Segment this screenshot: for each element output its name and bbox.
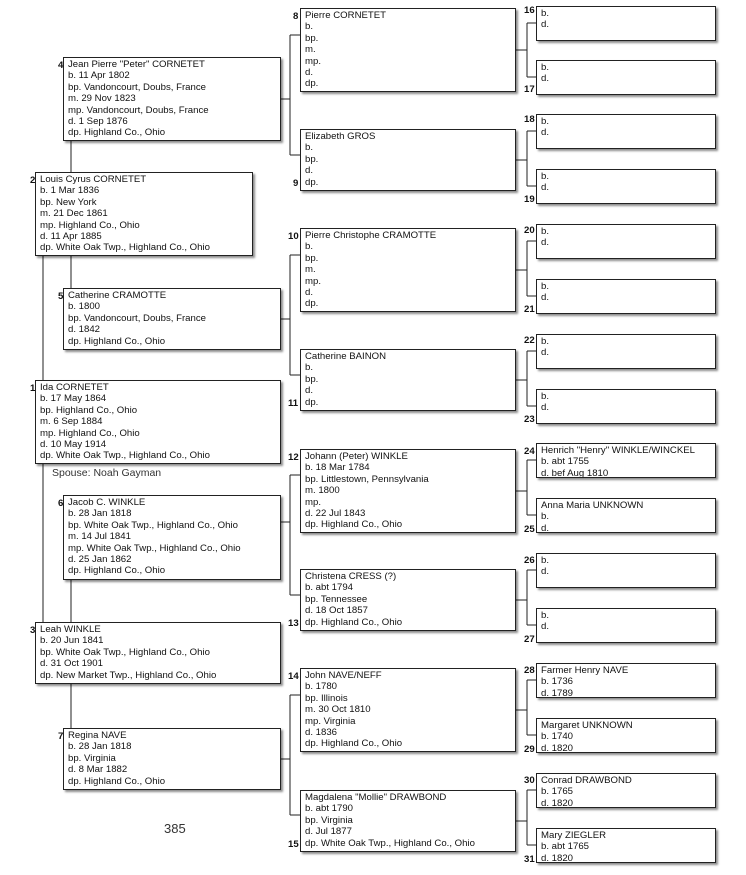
person-box-28: [536, 663, 716, 698]
person-detail: m. 1800: [305, 485, 340, 497]
person-name: Conrad DRAWBOND: [541, 775, 632, 786]
ancestor-number: 12: [288, 452, 299, 463]
person-detail: b. 1800: [68, 301, 101, 313]
person-box-27: [536, 608, 716, 643]
ancestor-number: 30: [524, 775, 535, 786]
person-name: Jacob C. WINKLE: [68, 497, 146, 508]
person-detail: bp.: [305, 32, 319, 44]
ancestor-number: 25: [524, 524, 535, 535]
person-box-5: [63, 288, 281, 350]
person-detail: m. 6 Sep 1884: [40, 416, 103, 428]
person-detail: bp. Illinois: [305, 692, 348, 704]
person-box-19: [536, 169, 716, 204]
person-detail: b. abt 1755: [541, 456, 590, 468]
ancestor-number: 20: [524, 225, 535, 236]
person-detail: d.: [541, 347, 550, 359]
person-detail: mp. Vandoncourt, Doubs, France: [68, 104, 209, 116]
person-name: Catherine CRAMOTTE: [68, 290, 167, 301]
person-box-7: [63, 728, 281, 790]
ancestor-number: 29: [524, 744, 535, 755]
person-detail: d. 1836: [305, 727, 338, 739]
page-number: 385: [164, 821, 186, 836]
person-detail: b.: [541, 62, 550, 73]
person-detail: dp. Highland Co., Ohio: [305, 519, 403, 531]
person-detail: bp.: [305, 373, 319, 385]
person-detail: b. 1 Mar 1836: [40, 185, 100, 197]
person-detail: d.: [541, 73, 550, 85]
person-detail: b.: [541, 391, 550, 402]
person-box-21: [536, 279, 716, 314]
person-box-29: [536, 718, 716, 753]
person-detail: b. abt 1790: [305, 803, 354, 815]
person-detail: m.: [305, 44, 316, 56]
person-box-16: [536, 6, 716, 41]
person-detail: b. 1740: [541, 731, 574, 743]
person-detail: b. 1736: [541, 676, 574, 688]
person-box-30: [536, 773, 716, 808]
person-detail: mp. White Oak Twp., Highland Co., Ohio: [68, 542, 241, 554]
ancestor-number: 2: [30, 175, 36, 186]
person-box-31: [536, 828, 716, 863]
person-box-11: [300, 349, 516, 411]
person-box-9: [300, 129, 516, 191]
person-detail: d.: [305, 165, 314, 177]
person-detail: d. 8 Mar 1882: [68, 764, 128, 776]
ancestor-number: 8: [293, 11, 299, 22]
person-detail: mp. Highland Co., Ohio: [40, 427, 140, 439]
person-detail: d.: [541, 19, 550, 31]
person-detail: m.: [305, 264, 316, 276]
person-box-12: [300, 449, 516, 533]
ancestor-number: 28: [524, 665, 535, 676]
person-detail: m. 21 Dec 1861: [40, 208, 108, 220]
person-box-20: [536, 224, 716, 259]
person-detail: d.: [541, 402, 550, 414]
ancestor-number: 16: [524, 5, 535, 16]
person-detail: d. 22 Jul 1843: [305, 508, 366, 520]
spouse-note: Spouse: Noah Gayman: [52, 467, 162, 479]
person-detail: bp.: [305, 153, 319, 165]
ancestor-number: 9: [293, 178, 299, 189]
person-detail: mp. Virginia: [305, 715, 356, 727]
person-detail: bp.: [305, 252, 319, 264]
person-detail: b. 17 May 1864: [40, 393, 107, 405]
person-detail: d. 1842: [68, 324, 101, 336]
person-box-6: [63, 495, 281, 580]
person-detail: dp.: [305, 396, 319, 408]
person-detail: dp.: [305, 298, 319, 310]
person-detail: b.: [541, 8, 550, 19]
person-detail: d. 1820: [541, 852, 574, 863]
person-box-18: [536, 114, 716, 149]
person-box-23: [536, 389, 716, 424]
person-detail: d. 31 Oct 1901: [40, 658, 103, 670]
person-detail: b. 1765: [541, 786, 574, 798]
person-name: Magdalena "Mollie" DRAWBOND: [305, 792, 447, 803]
person-detail: bp. White Oak Twp., Highland Co., Ohio: [68, 519, 238, 531]
person-name: Pierre CORNETET: [305, 10, 387, 21]
person-detail: b.: [541, 336, 550, 347]
person-detail: dp.: [305, 176, 319, 188]
ancestor-number: 22: [524, 335, 535, 346]
person-detail: d.: [541, 237, 550, 249]
person-detail: bp. New York: [40, 196, 97, 208]
person-name: Anna Maria UNKNOWN: [541, 500, 644, 511]
person-detail: dp. White Oak Twp., Highland Co., Ohio: [40, 242, 210, 254]
person-detail: mp.: [305, 275, 321, 287]
person-box-2: [35, 172, 253, 256]
ancestor-number: 14: [288, 671, 299, 682]
person-detail: d. 11 Apr 1885: [40, 231, 102, 243]
ancestor-number: 23: [524, 414, 535, 425]
person-detail: b.: [305, 21, 314, 33]
ancestor-number: 21: [524, 304, 535, 315]
person-detail: d. 1789: [541, 687, 574, 698]
person-detail: b.: [305, 142, 314, 154]
person-detail: d. 1 Sep 1876: [68, 116, 128, 128]
person-detail: mp.: [305, 496, 321, 508]
person-detail: bp. Virginia: [68, 752, 116, 764]
person-detail: dp. Highland Co., Ohio: [305, 616, 403, 628]
person-name: Henrich "Henry" WINKLE/WINCKEL: [541, 445, 695, 456]
person-detail: dp. Highland Co., Ohio: [305, 738, 403, 750]
person-box-25: [536, 498, 716, 533]
person-name: Elizabeth GROS: [305, 131, 376, 142]
ancestor-number: 5: [58, 291, 64, 302]
person-detail: d. 18 Oct 1857: [305, 605, 368, 617]
ancestor-number: 19: [524, 194, 535, 205]
person-box-10: [300, 228, 516, 312]
person-name: John NAVE/NEFF: [305, 670, 382, 681]
ancestor-number: 18: [524, 114, 535, 125]
ancestor-number: 11: [288, 398, 299, 409]
person-box-24: [536, 443, 716, 478]
person-box-8: [300, 8, 516, 92]
ancestor-number: 17: [524, 84, 535, 95]
person-detail: d.: [541, 621, 550, 633]
person-name: Catherine BAINON: [305, 351, 387, 362]
person-box-13: [300, 569, 516, 631]
person-name: Farmer Henry NAVE: [541, 665, 629, 676]
person-detail: dp. Highland Co., Ohio: [68, 775, 166, 787]
person-name: Johann (Peter) WINKLE: [305, 451, 408, 462]
person-detail: b. 11 Apr 1802: [68, 70, 130, 82]
ancestor-number: 24: [524, 446, 535, 457]
person-detail: b. 20 Jun 1841: [40, 635, 104, 647]
person-box-4: [63, 57, 281, 141]
person-detail: bp. Highland Co., Ohio: [40, 404, 138, 416]
person-detail: b.: [541, 281, 550, 292]
person-detail: d.: [541, 566, 550, 578]
ancestor-number: 7: [58, 731, 64, 742]
person-name: Louis Cyrus CORNETET: [40, 174, 147, 185]
person-detail: d. bef Aug 1810: [541, 467, 609, 478]
person-detail: dp. White Oak Twp., Highland Co., Ohio: [305, 837, 475, 849]
person-detail: m. 29 Nov 1823: [68, 93, 136, 105]
ancestor-number: 13: [288, 618, 299, 629]
person-detail: bp. Vandoncourt, Doubs, France: [68, 312, 206, 324]
person-detail: bp. White Oak Twp., Highland Co., Ohio: [40, 646, 210, 658]
person-detail: bp. Littlestown, Pennsylvania: [305, 473, 429, 485]
person-detail: bp. Vandoncourt, Doubs, France: [68, 81, 206, 93]
person-box-22: [536, 334, 716, 369]
person-detail: m. 30 Oct 1810: [305, 704, 371, 716]
person-detail: d.: [305, 385, 314, 397]
person-detail: dp. Highland Co., Ohio: [68, 335, 166, 347]
person-detail: d.: [541, 182, 550, 194]
person-name: Margaret UNKNOWN: [541, 720, 633, 731]
person-detail: mp.: [305, 55, 321, 67]
person-detail: b. 1780: [305, 681, 338, 693]
ancestor-number: 6: [58, 498, 64, 509]
person-detail: m. 14 Jul 1841: [68, 531, 131, 543]
person-detail: b.: [541, 116, 550, 127]
ancestor-number: 26: [524, 555, 535, 566]
person-name: Ida CORNETET: [40, 382, 109, 393]
person-detail: mp. Highland Co., Ohio: [40, 219, 140, 231]
person-detail: b. abt 1765: [541, 841, 590, 853]
ancestor-number: 27: [524, 634, 535, 645]
person-detail: d. Jul 1877: [305, 826, 352, 838]
person-box-1: [35, 380, 281, 464]
person-detail: dp. New Market Twp., Highland Co., Ohio: [40, 669, 217, 681]
ancestor-number: 15: [288, 839, 299, 850]
person-detail: dp. Highland Co., Ohio: [68, 127, 166, 139]
person-detail: d. 1820: [541, 797, 574, 808]
person-box-15: [300, 790, 516, 852]
ancestor-number: 3: [30, 625, 36, 636]
person-detail: b.: [541, 171, 550, 182]
person-detail: b.: [541, 555, 550, 566]
person-detail: d.: [305, 287, 314, 299]
person-name: Mary ZIEGLER: [541, 830, 607, 841]
person-box-26: [536, 553, 716, 588]
person-detail: d.: [541, 127, 550, 139]
person-detail: b.: [541, 226, 550, 237]
person-detail: b. 28 Jan 1818: [68, 741, 132, 753]
person-detail: d.: [541, 292, 550, 304]
person-detail: bp. Tennessee: [305, 593, 368, 605]
person-detail: d.: [541, 522, 550, 533]
person-detail: d.: [305, 67, 314, 79]
person-name: Jean Pierre "Peter" CORNETET: [68, 59, 205, 70]
person-detail: b. abt 1794: [305, 582, 354, 594]
ancestor-number: 4: [58, 60, 64, 71]
person-box-3: [35, 622, 281, 684]
person-detail: d. 10 May 1914: [40, 439, 107, 451]
person-detail: b.: [541, 511, 550, 523]
person-detail: dp.: [305, 78, 319, 90]
person-detail: bp. Virginia: [305, 814, 353, 826]
person-detail: dp. Highland Co., Ohio: [68, 565, 166, 577]
person-name: Pierre Christophe CRAMOTTE: [305, 230, 437, 241]
person-detail: b. 18 Mar 1784: [305, 462, 370, 474]
person-name: Christena CRESS (?): [305, 571, 397, 582]
person-detail: dp. White Oak Twp., Highland Co., Ohio: [40, 450, 210, 462]
person-detail: b.: [305, 362, 314, 374]
ancestor-number: 31: [524, 854, 535, 865]
person-detail: b.: [541, 610, 550, 621]
person-detail: d. 25 Jan 1862: [68, 554, 132, 566]
person-box-17: [536, 60, 716, 95]
person-name: Regina NAVE: [68, 730, 127, 741]
person-detail: b.: [305, 241, 314, 253]
ancestor-number: 10: [288, 231, 299, 242]
person-detail: d. 1820: [541, 742, 574, 753]
ancestor-number: 1: [30, 383, 36, 394]
person-box-14: [300, 668, 516, 752]
person-detail: b. 28 Jan 1818: [68, 508, 132, 520]
person-name: Leah WINKLE: [40, 624, 101, 635]
